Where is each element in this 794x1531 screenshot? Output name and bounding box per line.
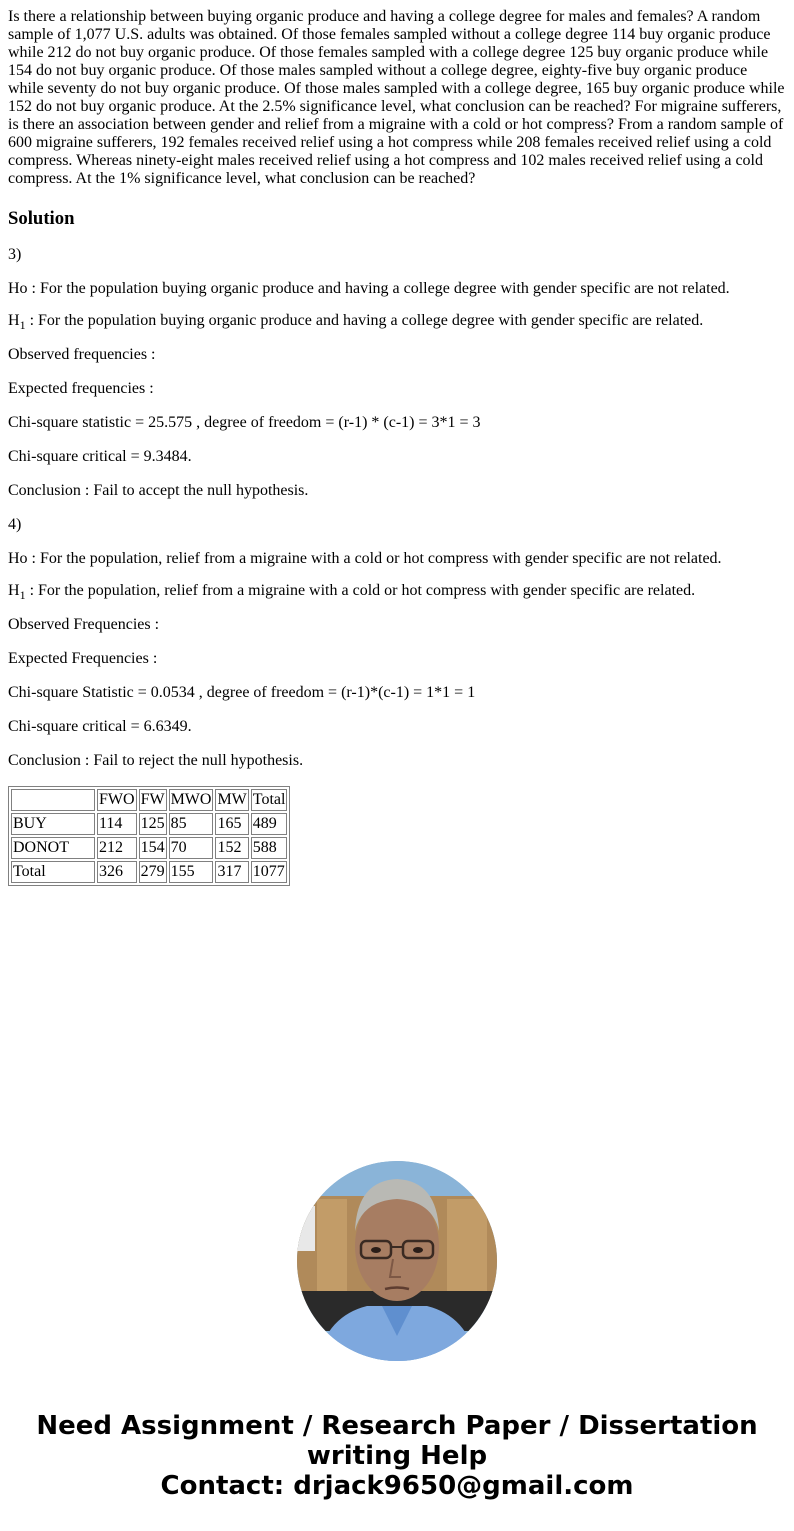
table-cell: 165	[215, 813, 248, 835]
table-header-cell: FW	[139, 789, 167, 811]
part3-null-hypothesis: Ho : For the population buying organic produce and having a college degree with gender specific are not related.	[8, 280, 730, 297]
table-cell: 588	[251, 837, 288, 859]
table-header-cell: Total	[251, 789, 288, 811]
part4-alt-hypothesis	[8, 582, 786, 603]
table-cell: 317	[215, 861, 248, 883]
part4-null-hypothesis: Ho : For the population, relief from a migraine with a cold or hot compress with gender specific are not related.	[8, 550, 722, 567]
h1-prefix: H	[8, 312, 20, 329]
table-cell: 114	[97, 813, 137, 835]
table-cell: 212	[97, 837, 137, 859]
table-cell: 70	[169, 837, 214, 859]
promo-line-1: Need Assignment / Research Paper / Dissertation	[36, 1411, 758, 1441]
part4-statistic: Chi-square Statistic = 0.0534 , degree of freedom = (r-1)*(c-1) = 1*1 = 1	[8, 684, 476, 701]
table-row	[11, 837, 287, 859]
table-cell: 152	[215, 837, 248, 859]
part4-number: 4)	[8, 516, 22, 533]
table-cell: 489	[251, 813, 288, 835]
table-header-cell: MWO	[169, 789, 214, 811]
promo-line-2: writing Help	[306, 1441, 488, 1471]
table-cell: 154	[139, 837, 167, 859]
table-cell: Total	[11, 861, 95, 883]
table-cell: 326	[97, 861, 137, 883]
table-cell: 85	[169, 813, 214, 835]
h1-text: : For the population buying organic produce and having a college degree with gender specific are related.	[25, 312, 704, 329]
promo-banner	[0, 1411, 794, 1501]
table-header-cell: MW	[215, 789, 248, 811]
table-cell: BUY	[11, 813, 95, 835]
table-header-row	[11, 789, 287, 811]
document-body	[0, 8, 794, 886]
solution-heading: Solution	[8, 208, 75, 229]
h1-prefix: H	[8, 582, 20, 599]
part4-expected-label: Expected Frequencies :	[8, 650, 158, 667]
table-cell: 279	[139, 861, 167, 883]
table-cell: 125	[139, 813, 167, 835]
question-text: Is there a relationship between buying organic produce and having a college degree for males and females? A random sample of 1,077 U.S. adults was obtained. Of those females sampled without a college degree 114 buy organic produce while 212 do not buy organic produce. Of those females sampled with a college degree 125 buy organic produce while 154 do not buy organic produce. Of those males sampled without a college degree, eighty-five buy organic produce while seventy do not buy organic produce. Of those males sampled with a college degree, 165 buy organic produce while 152 do not buy organic produce. At the 2.5% significance level, what conclusion can be reached? For migraine sufferers, is there an association between gender and relief from a migraine with a cold or hot compress? From a random sample of 600 migraine sufferers, 192 females received relief using a hot compress while 208 females received relief using a cold compress. Whereas ninety-eight males received relief using a hot compress and 102 males received relief using a cold compress. At the 1% significance level, what conclusion can be reached?	[8, 8, 785, 187]
part3-critical: Chi-square critical = 9.3484.	[8, 448, 192, 465]
promo-contact: Contact: drjack9650@gmail.com	[160, 1471, 634, 1501]
table-row	[11, 813, 287, 835]
h1-text: : For the population, relief from a migraine with a cold or hot compress with gender specific are related.	[25, 582, 696, 599]
table-cell: DONOT	[11, 837, 95, 859]
part3-number: 3)	[8, 246, 22, 263]
part3-observed-label: Observed frequencies :	[8, 346, 156, 363]
part4-observed-label: Observed Frequencies :	[8, 616, 160, 633]
h1-subscript: 1	[19, 318, 26, 333]
avatar-portrait-icon	[297, 1161, 497, 1361]
part4-critical: Chi-square critical = 6.6349.	[8, 718, 192, 735]
part3-statistic: Chi-square statistic = 25.575 , degree of freedom = (r-1) * (c-1) = 3*1 = 3	[8, 414, 481, 431]
part3-expected-label: Expected frequencies :	[8, 380, 154, 397]
part4-conclusion: Conclusion : Fail to reject the null hypothesis.	[8, 752, 304, 769]
table-header-cell	[11, 789, 95, 811]
h1-subscript: 1	[19, 588, 26, 603]
part3-conclusion: Conclusion : Fail to accept the null hypothesis.	[8, 482, 309, 499]
table-cell: 1077	[251, 861, 288, 883]
table-row	[11, 861, 287, 883]
table-header-cell: FWO	[97, 789, 137, 811]
part3-alt-hypothesis	[8, 312, 786, 333]
table-cell: 155	[169, 861, 214, 883]
avatar	[297, 1161, 497, 1361]
frequency-table	[8, 786, 290, 886]
